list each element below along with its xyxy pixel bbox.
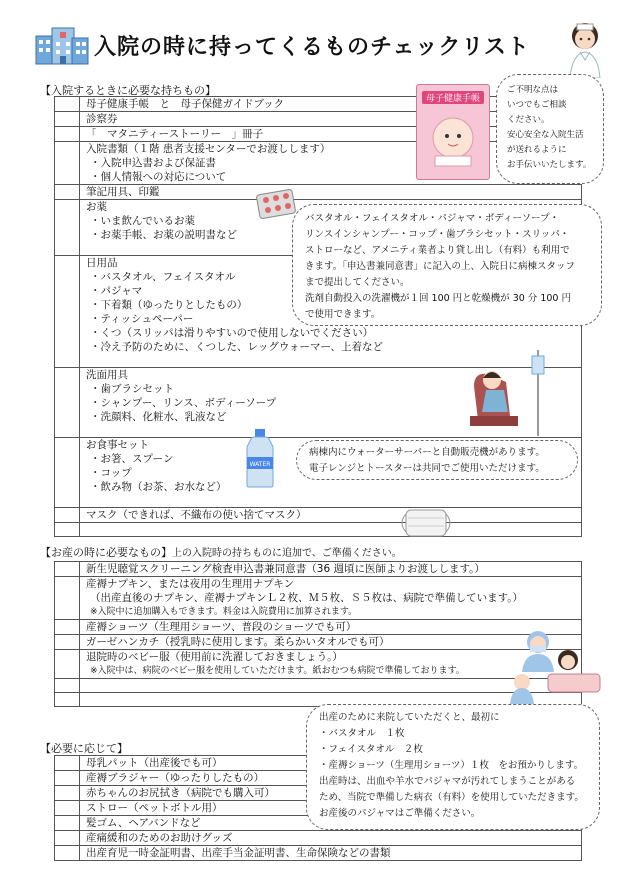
patient-iv-illustration — [466, 346, 556, 440]
maternal-handbook-illustration — [416, 84, 490, 180]
checklist-item-line: 日用品 — [86, 257, 118, 269]
checklist-item — [80, 650, 582, 679]
check-box[interactable] — [55, 693, 80, 707]
checklist-row — [55, 846, 582, 861]
check-box[interactable] — [55, 200, 80, 256]
checklist-item-line: ・洗顔料、化粧水、乳液など — [90, 411, 227, 423]
checklist-row — [55, 620, 582, 635]
check-box[interactable] — [55, 142, 80, 185]
checklist-item-line: ・飲み物（お茶、お水など） — [90, 481, 227, 493]
checklist-item-line: ・冷え予防のために、くつした、レッグウォーマー、上着など — [90, 341, 384, 353]
check-box[interactable] — [55, 508, 80, 523]
checklist-row — [55, 650, 582, 679]
check-box[interactable] — [55, 635, 80, 650]
checklist-row — [55, 562, 582, 577]
check-box[interactable] — [55, 523, 80, 537]
checklist-item-line: ・個人情報への対応について — [90, 171, 227, 183]
checklist-item-line: 退院時のベビー服（使用前に洗濯しておきましょう。） — [86, 651, 343, 663]
check-box[interactable] — [55, 112, 80, 127]
check-box[interactable] — [55, 97, 80, 112]
checklist-item — [80, 523, 582, 537]
page-title: 入院の時に持ってくるものチェックリスト — [94, 35, 530, 60]
check-box[interactable] — [55, 846, 80, 861]
checklist-item-line: ※入院中は、病院のベビー服を使用していただけます。紙おむつも病院で準備しております。 — [90, 666, 465, 676]
checklist-item-line: ・入院申込書および保証書 — [90, 157, 216, 169]
handbook-label: 母子健康手帳 — [422, 91, 484, 104]
bubble-line: ・産褥ショーツ（生理用ショーツ）１枚 をお預かりします。 — [319, 760, 584, 771]
bubble-line: ため、当院で準備した病衣（有料）を使用していただきます。 — [319, 792, 584, 803]
checklist-row — [55, 679, 582, 693]
delivery-staff-illustration — [508, 624, 602, 704]
checklist-item-line: ストロー（ペットボトル用） — [86, 802, 223, 814]
check-box[interactable] — [55, 679, 80, 693]
checklist-item-line: 筆記用具、印鑑 — [86, 186, 160, 198]
checklist-item-line: ・バスタオル、フェイスタオル — [90, 271, 236, 283]
checklist-row — [55, 831, 582, 846]
check-box[interactable] — [55, 562, 80, 577]
checklist-item — [80, 562, 582, 577]
water-server-bubble — [296, 440, 578, 480]
checklist-row — [55, 635, 582, 650]
bubble-line: バスタオル・フェイスタオル・パジャマ・ボディーソープ・ — [305, 213, 560, 224]
checklist-item-line: 産褥ブラジャー（ゆったりしたもの） — [86, 772, 265, 784]
checklist-row — [55, 508, 582, 523]
bubble-line: 出産時は、出血や羊水でパジャマが汚れてしまうことがある — [319, 776, 576, 787]
checklist-item-line: ・シャンプー、リンス、ボディーソープ — [90, 397, 277, 409]
checklist-item — [80, 508, 582, 523]
checklist-item-line: 新生児聴覚スクリーニング検査申込書兼同意書（36 週頃に医師よりお渡しします。） — [86, 563, 485, 575]
check-box[interactable] — [55, 127, 80, 142]
checklist-item — [80, 831, 582, 846]
check-box[interactable] — [55, 801, 80, 816]
bubble-line: 出産のために来院していただくと、最初に — [319, 712, 500, 723]
checklist-item-line: ・歯ブラシセット — [90, 383, 174, 395]
checklist-item-line: 母子健康手帳 と 母子保健ガイドブック — [86, 98, 285, 110]
bubble-line: で使用できます。 — [305, 309, 381, 320]
checklist-item-line: 入院書類（１階 患者支援センターでお渡しします） — [86, 143, 331, 155]
bubble-line: ください。 — [507, 115, 550, 125]
checklist-item — [80, 635, 582, 650]
bubble-line: ご不明な点は — [507, 85, 559, 95]
check-box[interactable] — [55, 438, 80, 508]
bubble-line: 病棟内にウォーターサーバーと自動販売機があります。 — [309, 447, 545, 458]
checklist-item-line: 母乳パット（出産後でも可） — [86, 757, 223, 769]
checklist-item-line: （出産直後のナプキン、産褥ナプキンＬ２枚、Ｍ５枚、Ｓ５枚は、病院で準備しています。） — [90, 592, 524, 604]
checklist-item-line: ・お箸、スプーン — [90, 453, 174, 465]
checklist-item-line: ・お薬手帳、お薬の説明書など — [90, 229, 237, 241]
checklist-item-line: ・パジャマ — [90, 285, 143, 297]
checklist-item-line: 産痛緩和のためのお助けグッズ — [86, 832, 233, 844]
check-box[interactable] — [55, 786, 80, 801]
bubble-line: 洗剤自動投入の洗濯機が１回 100 円と乾燥機が 30 分 100 円 — [305, 293, 571, 304]
check-box[interactable] — [55, 185, 80, 200]
hospital-icon — [34, 24, 90, 66]
section2-heading-wrap — [40, 544, 402, 560]
check-box[interactable] — [55, 256, 80, 368]
baby-face-icon — [417, 104, 489, 174]
checklist-item — [80, 185, 582, 200]
amenity-info-bubble — [292, 204, 602, 326]
checklist-item-line: お薬 — [86, 201, 107, 213]
face-mask-icon — [398, 506, 454, 540]
section2-checklist — [54, 561, 582, 707]
bubble-line: ・バスタオル １枚 — [319, 728, 405, 739]
checklist-item-line: お食事セット — [86, 439, 149, 451]
bubble-line: ・フェイスタオル ２枚 — [319, 744, 423, 755]
checklist-item-line: ガーゼハンカチ（授乳時に使用します。柔らかいタオルでも可） — [86, 636, 390, 648]
bubble-line: まで提出してください。 — [305, 277, 410, 288]
check-box[interactable] — [55, 577, 80, 620]
section1-heading: 【入院するときに必要な持ちもの】 — [40, 84, 216, 97]
bubble-line: きます。「申込書兼同意書」に記入の上、入院日に病棟スタッフ — [305, 261, 575, 272]
checklist-item-line: マスク（できれば、不織布の使い捨てマスク） — [86, 509, 307, 521]
bubble-line: リンスインシャンプー・コップ・歯ブラシセット・スリッパ・ — [305, 229, 570, 240]
checklist-row — [55, 577, 582, 620]
checklist-item-line: 産褥ショーツ（生理用ショーツ、普段のショーツでも可） — [86, 621, 357, 633]
medicine-pills-icon — [256, 186, 298, 222]
check-box[interactable] — [55, 756, 80, 771]
checklist-item-line: ・下着類（ゆったりとしたもの） — [90, 299, 248, 311]
checklist-item-line: ・いま飲んでいるお薬 — [90, 215, 195, 227]
bubble-line: 電子レンジとトースターは共同でご使用いただけます。 — [309, 463, 545, 474]
section2-note: 上の入院時の持ちものに追加で、ご準備ください。 — [172, 548, 402, 559]
check-box[interactable] — [55, 620, 80, 635]
nurse-illustration — [562, 16, 608, 78]
checklist-item-line: 出産育児一時金証明書、出産手当金証明書、生命保険などの書類 — [86, 847, 391, 859]
check-box[interactable] — [55, 650, 80, 679]
bottle-label: WATER — [249, 461, 271, 468]
bubble-line: お手伝いいたします。 — [507, 160, 592, 170]
section3-heading: 【必要に応じて】 — [40, 742, 128, 755]
bubble-line: ストローなど、アメニティ業者より貸し出し（有料）も利用で — [305, 245, 570, 256]
checklist-row — [55, 523, 582, 537]
checklist-item — [80, 620, 582, 635]
checklist-item-line: 産褥ナプキン、または夜用の生理用ナプキン — [86, 578, 295, 590]
checklist-item-line: ・ティッシュペーパー — [90, 313, 194, 325]
checklist-item-line: ※入院中に追加購入もできます。料金は入院費用に加算されます。 — [90, 607, 358, 617]
check-box[interactable] — [55, 368, 80, 438]
check-box[interactable] — [55, 816, 80, 831]
bubble-line: いつでもご相談 — [507, 100, 567, 110]
checklist-item-line: ・くつ（スリッパは滑りやすいので使用しないでください） — [90, 327, 374, 339]
bubble-line: お産後のパジャマはご準備ください。 — [319, 808, 481, 819]
bubble-line: 安心安全な入院生活 — [507, 130, 584, 140]
checklist-item — [80, 679, 582, 693]
check-box[interactable] — [55, 771, 80, 786]
checklist-item-line: 診察券 — [86, 113, 118, 125]
section2-heading: 【お産の時に必要なもの】 — [40, 546, 172, 559]
bubble-line: が送れるように — [507, 145, 567, 155]
checklist-item — [80, 577, 582, 620]
checklist-item — [80, 846, 582, 861]
checklist-item-line: 洗面用具 — [86, 369, 128, 381]
water-bottle-icon — [243, 429, 277, 489]
checklist-item-line: 髪ゴム、ヘアバンドなど — [86, 817, 201, 829]
checklist-item-line: 赤ちゃんのお尻拭き（病院でも購入可） — [86, 787, 275, 799]
check-box[interactable] — [55, 831, 80, 846]
checklist-row — [55, 185, 582, 200]
delivery-info-bubble — [306, 704, 600, 830]
checklist-item-line: 「 マタニティーストーリー 」冊子 — [86, 128, 264, 140]
checklist-item-line: ・コップ — [90, 467, 132, 479]
nurse-speech-bubble — [496, 74, 604, 184]
